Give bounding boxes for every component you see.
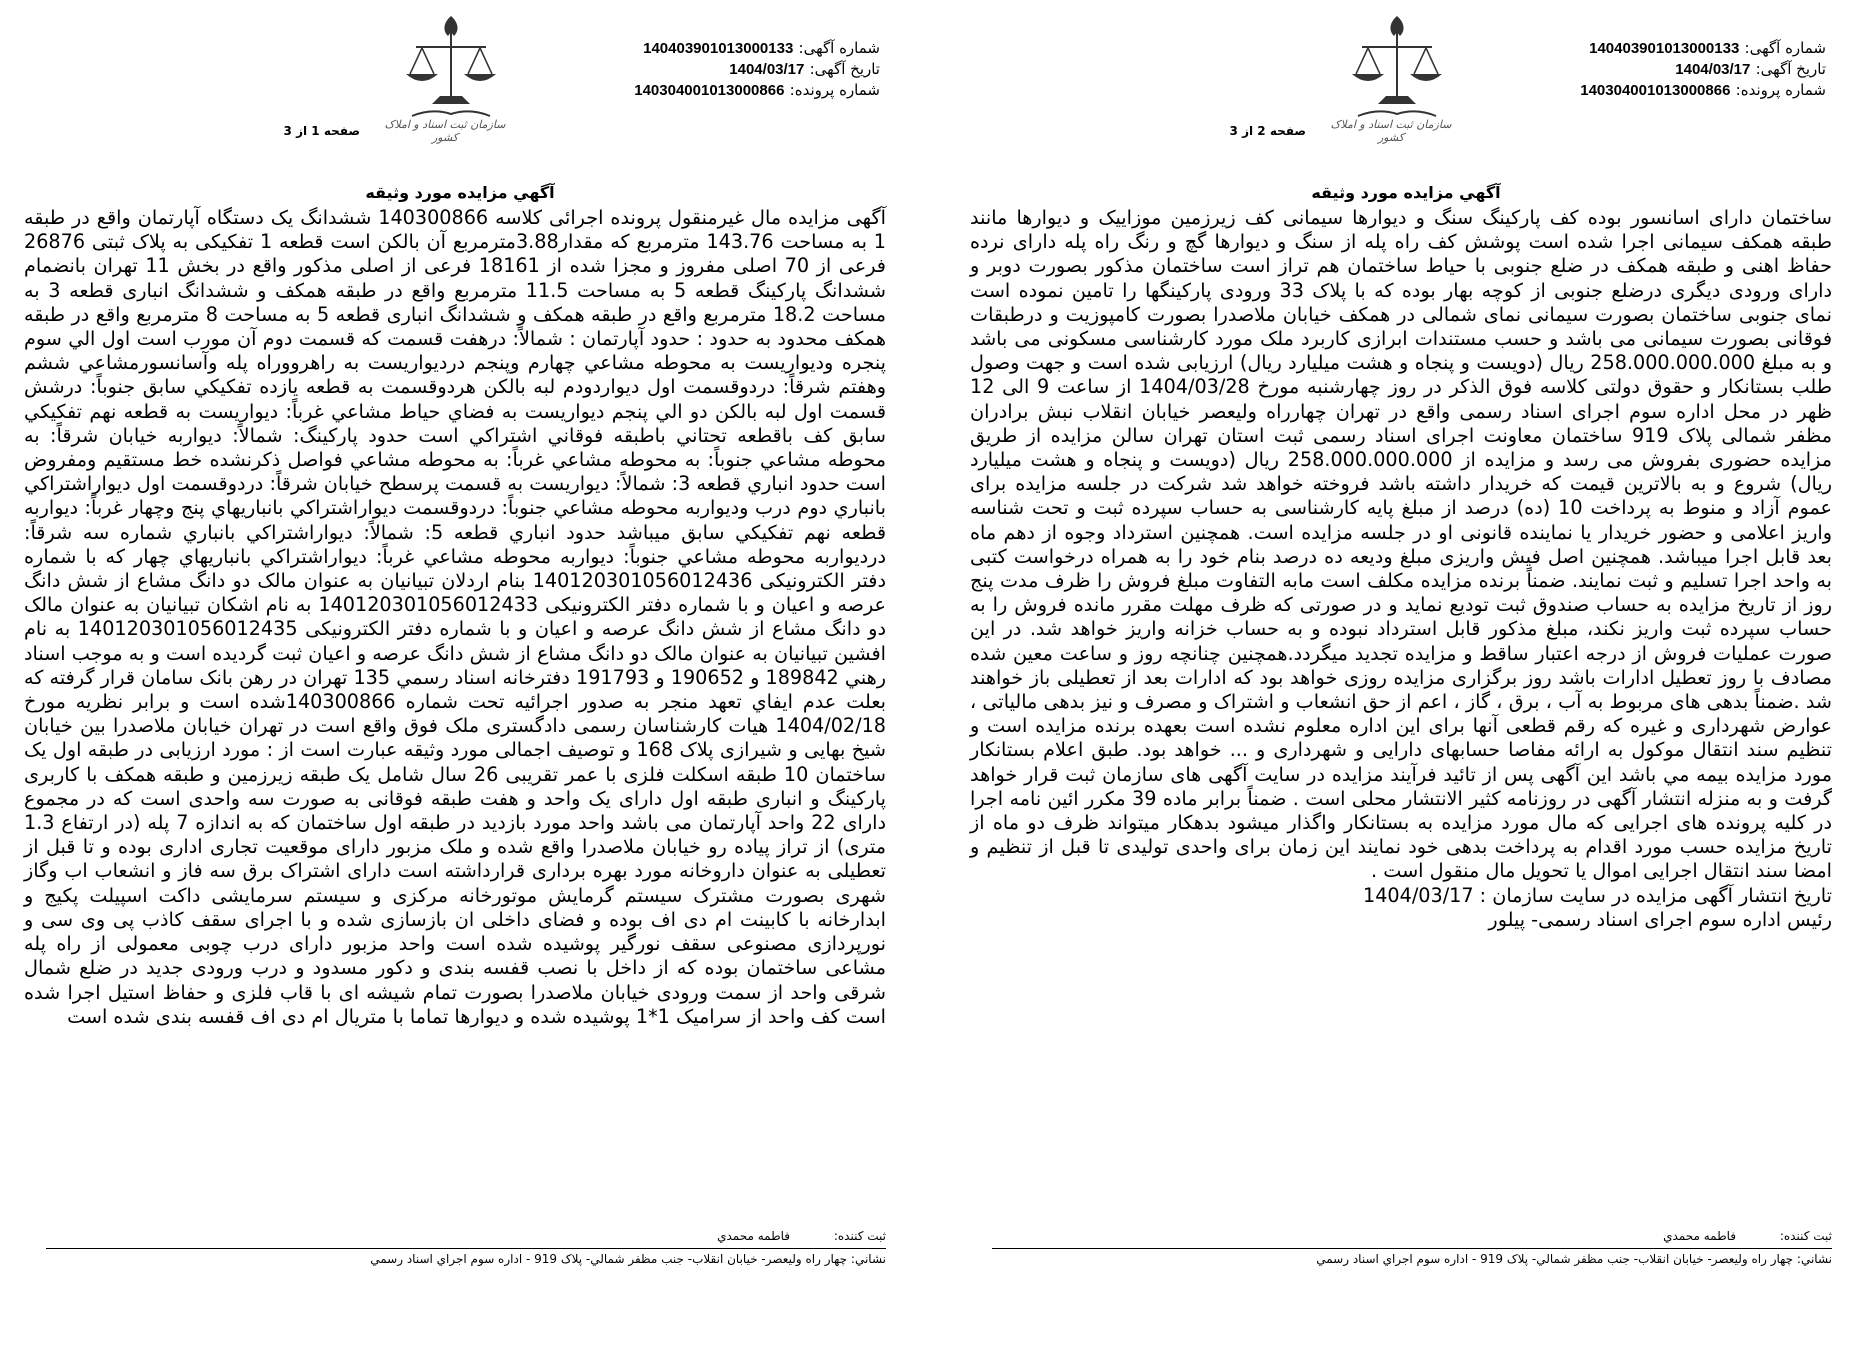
case-number-label: شماره پرونده: — [1735, 81, 1826, 99]
registrar-name: فاطمه محمدي — [1663, 1229, 1737, 1243]
registrar — [1663, 1229, 1832, 1243]
registrar-name: فاطمه محمدي — [717, 1229, 791, 1243]
notice-body — [970, 206, 1832, 932]
page-number: صفحه 1 از 3 — [283, 124, 360, 138]
notice-body — [24, 206, 886, 1029]
case-number: 140304001013000866 — [1580, 82, 1731, 99]
notice-date: 1404/03/17 — [1675, 61, 1751, 78]
publish-date-line: تاریخ انتشار آگهی مزایده در سایت سازمان : 1404/03/17 — [1362, 883, 1832, 907]
notice-meta — [634, 38, 880, 101]
office-address: نشاني: چهار راه وليعصر- خيابان انقلاب- جنب مظفر شمالي- پلاک 919 - اداره سوم اجراي اسناد رسمي — [1316, 1252, 1832, 1266]
case-number-label: شماره پرونده: — [789, 81, 880, 99]
notice-page-2 — [946, 0, 1866, 1347]
footer-divider — [46, 1248, 886, 1249]
notice-meta — [1580, 38, 1826, 101]
signature-line: رئیس اداره سوم اجرای اسناد رسمی- پیلور — [1488, 907, 1832, 931]
emblem-caption: سازمان ثبت اسناد و املاک کشور — [1330, 118, 1452, 144]
registrar-label: ثبت کننده: — [833, 1229, 886, 1243]
notice-number: 140403901013000133 — [643, 40, 794, 57]
office-address: نشاني: چهار راه وليعصر- خيابان انقلاب- جنب مظفر شمالي- پلاک 919 - اداره سوم اجراي اسناد رسمي — [370, 1252, 886, 1266]
notice-number: 140403901013000133 — [1589, 40, 1740, 57]
page-number: صفحه 2 از 3 — [1229, 124, 1306, 138]
notice-number-label: شماره آگهی: — [798, 39, 880, 57]
notice-body-text: آگهی مزایده مال غیرمنقول پرونده اجرائی کلاسه 140300866 ششدانگ یک دستگاه آپارتمان واقع در طبقه 1 به مساحت 143.76 مترمربع که مقدار3.88مترمربع آن بالکن است قطعه 1 تفکیکی به پلاک ثبتی 26876 فرعی از 70 اصلی مفروز و مجزا شده از 18161 فرعی از اصلی مذکور واقع در بخش 11 تهران بانضمام ششدانگ پارکینگ قطعه 5 به مساحت 11.5 مترمربع واقع در طبقه همکف و ششدانگ انباری قطعه 3 به مساحت 18.2 مترمربع واقع در طبقه همکف و ششدانگ انباری قطعه 5 به مساحت 8 مترمربع واقع در طبقه همکف محدود به حدود : حدود آپارتمان : شمالاً: درهفت قسمت که قسمت دوم آن مورب است اول الي سوم پنجره وديواريست به محوطه مشاعي چهارم وپنجم درديواريست به راهرووراه پله وآسانسورمشاعي ششم وهفتم شرقاً: دردوقسمت اول ديواردودم لبه بالکن هردوقسمت به قطعه يازده تفکيکي سابق جنوباً: درشش قسمت اول لبه بالکن دو الي پنجم ديواريست به فضاي حياط مشاعي غرباً: ديواريست به قطعه نهم تفکيکي سابق کف باقطعه تحتاني باطبقه فوقاني اشتراکي است حدود پارکينگ: شمالاً: ديواربه خيابان شرقاً: به محوطه مشاعي جنوباً: به محوطه مشاعي غرباً: به محوطه مشاعي فواصل ذکرنشده خط مستقيم ومفروض است حدود انباري قطعه 3: شمالاً: ديواريست به قسمت پرسطح خيابان شرقاً: دردوقسمت اول ديواراشتراکي بانباري دوم درب وديواربه محوطه مشاعي جنوباً: دردوقسمت ديواراشتراکي بانباريهاي پنج وچهار غرباً: ديواربه قطعه نهم تفکيکي سابق ميباشد حدود انباري قطعه 5: شمالاً: ديواراشتراکي بانباري شماره سه شرقاً: درديواربه محوطه مشاعي جنوباً: ديواربه محوطه مشاعي غرباً: ديواراشتراکي بانباريهاي چهار که با شماره دفتر الکترونيکی 140120301056012436 بنام اردلان تبيانيان به عنوان مالک دو دانگ مشاع از شش دانگ عرصه و اعيان و با شماره دفتر الکترونيکی 140120301056012433 به نام اشکان تبيانيان به عنوان مالک دو دانگ مشاع از شش دانگ عرصه و اعيان و با شماره دفتر الکترونيکی 140120301056012435 به نام افشين تبيانيان به عنوان مالک دو دانگ مشاع از شش دانگ عرصه و اعيان ثبت گرديده است و به موجب اسناد رهني 189842 و 190652 و 191793 دفترخانه اسناد رسمي 135 تهران در رهن بانک سامان قرار گرفته که بعلت عدم ايفاي تعهد منجر به صدور اجرائیه تحت شماره 140300866شده است و برابر نظریه مورخ 1404/02/18 هیات کارشناسان رسمی دادگستری ملک فوق واقع است در تهران خیابان ملاصدرا بین خیابان شیخ بهایی و شیرازی پلاک 168 و توصیف اجمالی مورد وثیقه عبارت است از : مورد ارزیابی در طبقه اول یک ساختمان 10 طبقه اسکلت فلزی با عمر تقریبی 26 سال شامل یک طبقه زیرزمین و طبقه همکف با کاربری پارکینگ و انباری طبقه اول دارای یک واحد و هفت طبقه فوقانی به صورت سه واحدی است که در مجموع دارای 22 واحد آپارتمان می باشد واحد مورد بازدید در طبقه اول ساختمان که به اندازه 7 پله (در ارتفاع 1.3 متری) از تراز پیاده رو خیابان ملاصدرا واقع شده و ملک مزبور دارای موقعیت تجاری اداری بوده و تا قبل از تعطیلی به عنوان داروخانه مورد بهره برداری قرارداشته است دارای اشتراک برق سه فاز و انشعاب اب وگاز شهری بصورت مشترک سیستم گرمایش موتورخانه مرکزی و سیستم سرمایشی داکت اسپیلت پکیج و ابدارخانه با کابینت ام دی اف بوده و فضای داخلی ان بازسازی شده و با اجرای سقف کاذب پی وی سی و نورپردازی مصنوعی سقف نورگیر پوشیده شده است واحد مزبور دارای درب چوبی معمولی از راه پله مشاعی ساختمان بوده که از داخل با نصب قفسه بندی و دکور مسدود و درب ورودی جدید در ضلع شمال شرقی واحد از سمت ورودی خیابان ملاصدرا بصورت تمام شیشه ای با قاب فلزی و حفاظ استیل اجرا شده است کف واحد از سرامیک 1*1 پوشیده شده و دیوارها تماما با متریال ام دی اف قفسه بندی شده است — [24, 206, 887, 1028]
notice-page-1 — [0, 0, 920, 1347]
registrar-label: ثبت کننده: — [1779, 1229, 1832, 1243]
notice-date-label: تاریخ آگهی: — [809, 60, 880, 78]
registrar — [717, 1229, 886, 1243]
notice-title: آگهي مزايده مورد وثيقه — [365, 183, 555, 202]
case-number: 140304001013000866 — [634, 82, 785, 99]
notice-date-label: تاریخ آگهی: — [1755, 60, 1826, 78]
emblem-caption: سازمان ثبت اسناد و املاک کشور — [384, 118, 506, 144]
notice-body-text: ساختمان دارای اسانسور بوده کف پارکینگ سنگ و دیوارها سیمانی کف زیرزمین موزاییک و دیوارها مانند طبقه همکف سیمانی اجرا شده است پوشش کف راه پله از سنگ و دیوارها گچ و رنگ راه پله دارای نرده حفاظ اهنی و طبقه همکف در ضلع جنوبی با حیاط ساختمان هم تراز است ساختمان مذکور بصورت دوبر و دارای ورودی دیگری درضلع جنوبی از کوچه بهار بوده که با پلاک 33 ورودی پارکینگها را تامین نموده است نمای جنوبی ساختمان بصورت سیمانی نمای شمالی در همکف خیابان ملاصدرا بصورت کامپوزیت و درطبقات فوقانی بصورت سیمانی می باشد و حسب مستندات ابرازی کاربرد ملک مورد کارشناسی مسکونی می باشد و به مبلغ 258.000.000.000 ریال (دویست و پنجاه و هشت میلیارد ریال) ارزیابی شده است و جهت وصول طلب بستانکار و حقوق دولتی کلاسه فوق الذکر در روز چهارشنبه مورخ 1404/03/28 از ساعت 9 الی 12 ظهر در محل اداره سوم اجرای اسناد رسمی واقع در تهران چهارراه ولیعصر خیابان انقلاب نبش برادران مظفر شمالی پلاک 919 ساختمان معاونت اجرای اسناد رسمی ثبت استان تهران سالن مزایده از طریق مزایده حضوری بفروش می رسد و مزایده از 258.000.000.000 ریال (دویست و پنجاه و هشت میلیارد ریال) شروع و به بالاترین قیمت که خریدار داشته باشد فروخته خواهد شد شرکت در جلسه مزایده برای عموم آزاد و منوط به پرداخت 10 (ده) درصد از مبلغ پایه کارشناسی به حساب سپرده ثبت و تحت شناسه واریز اعلامی و حضور خریدار یا نماینده قانونی او در جلسه مزایده است. همچنین استرداد وجوه از دهم ماه بعد قابل اجرا میباشد. همچنین اصل فیش واریزی مبلغ ودیعه ده درصد بنام خود را به همراه درخواست کتبی به واحد اجرا تسلیم و ثبت نمایند. ضمناً برنده مزایده مکلف است مابه التفاوت مبلغ فروش را ظرف مدت پنج روز از تاریخ مزایده به حساب صندوق ثبت تودیع نماید و در صورتی که ظرف مهلت مقرر مانده فروش را به حساب سپرده ثبت واریز نکند، مبلغ مذکور قابل استرداد نبوده و به حساب خزانه واریز خواهد شد. در این صورت عملیات فروش از درجه اعتبار ساقط و مزایده تجدید میگردد.همچنین چنانچه روز و ساعت معین شده مصادف با روز تعطیل ادارات باشد روز برگزاری مزایده روزی خواهد بود که ادارات بعد از تعطیلی باز خواهند شد .ضمناً بدهی های مربوط به آب ، برق ، گاز ، اعم از حق انشعاب و اشتراک و مصرف و نیز بدهی مالیاتی ، عوارض شهرداری و غیره که رقم قطعی آنها برای این اداره معلوم نشده است بعهده برنده مزایده است و تنظیم سند انتقال موکول به ارائه مفاصا حسابهای دارایی و شهرداری و ... خواهد بود. طبق اعلام بستانکار مورد مزایده بیمه مي باشد این آگهی پس از تائید فرآیند مزایده در سایت آگهی های سازمان ثبت قرار خواهد گرفت و به منزله انتشار آگهی در روزنامه کثیر الانتشار محلی است . ضمناً برابر ماده 39 مکرر ائین نامه اجرا در کلیه پرونده های اجرایی که مال مورد مزایده به بستانکار واگذار میشود بدهکار میتواند ظرف دو ماه از تاریخ مزایده حسب مورد اقدام به پرداخت بدهی خود نمایند این زمان برای واحدی تولیدی تا قبل از تنظیم و امضا سند انتقال اجرایی اموال یا تحویل مال منقول است . — [970, 206, 1833, 883]
notice-date: 1404/03/17 — [729, 61, 805, 78]
notice-title: آگهي مزايده مورد وثيقه — [1311, 183, 1501, 202]
footer-divider — [992, 1248, 1832, 1249]
notice-number-label: شماره آگهی: — [1744, 39, 1826, 57]
